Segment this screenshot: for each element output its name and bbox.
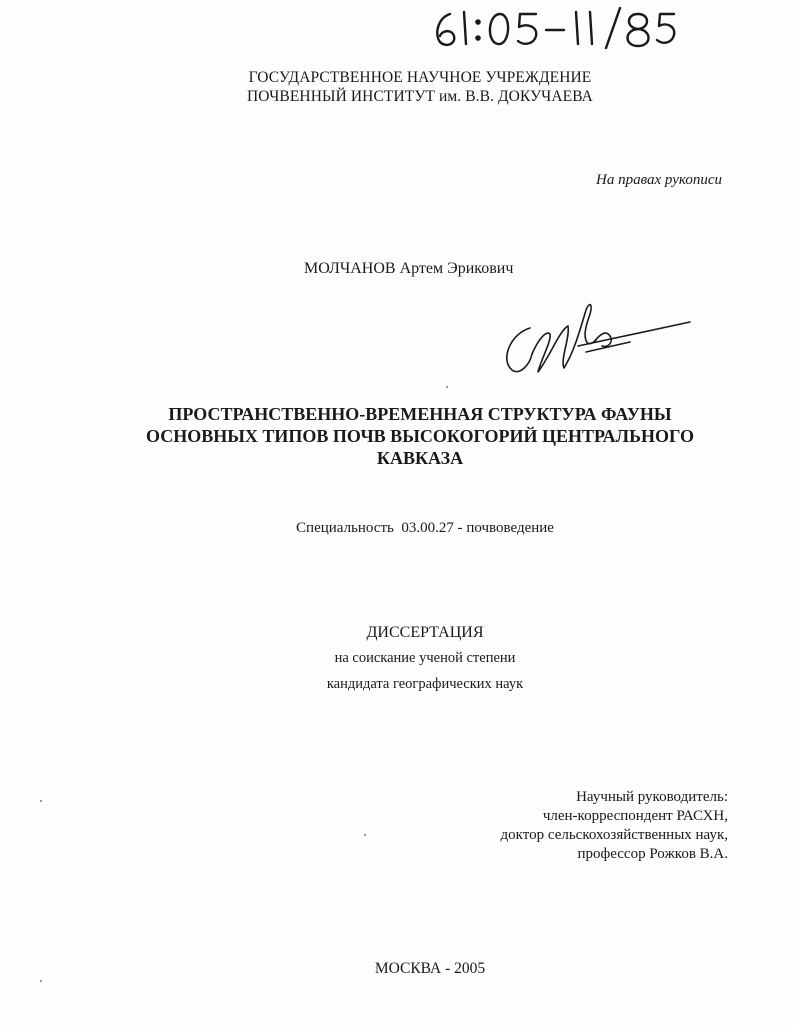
dissertation-title [100, 403, 740, 469]
scan-speck [40, 980, 42, 982]
supervisor-line-1: Научный руководитель: [576, 789, 728, 805]
document-type: ДИССЕРТАЦИЯ [366, 624, 484, 641]
scan-speck [364, 834, 366, 836]
supervisor-block [501, 788, 728, 864]
title-line-1: ПРОСТРАНСТВЕННО-ВРЕМЕННАЯ СТРУКТУРА ФАУНЫ [168, 404, 672, 424]
signature-drawing [490, 290, 710, 380]
supervisor-line-2: член-корреспондент РАСХН, [542, 808, 728, 824]
degree-line-1: на соискание ученой степени [334, 650, 516, 666]
institution-line-1: ГОСУДАРСТВЕННОЕ НАУЧНОЕ УЧРЕЖДЕНИЕ [248, 69, 592, 86]
handwritten-archive-number-drawing [420, 4, 680, 54]
signature [490, 290, 710, 380]
degree-line-2: кандидата географических наук [326, 676, 524, 692]
scan-speck [446, 386, 448, 388]
rights-note: На правах рукописи [596, 172, 722, 188]
supervisor-line-4: профессор Рожков В.А. [577, 846, 728, 862]
specialty-line: Специальность 03.00.27 - почвоведение [296, 520, 554, 536]
author-name: МОЛЧАНОВ Артем Эрикович [304, 260, 514, 277]
supervisor-line-3: доктор сельскохозяйственных наук, [500, 827, 728, 843]
institution-line-2: ПОЧВЕННЫЙ ИНСТИТУТ им. В.В. ДОКУЧАЕВА [247, 88, 593, 105]
title-line-2: ОСНОВНЫХ ТИПОВ ПОЧВ ВЫСОКОГОРИЙ ЦЕНТРАЛЬНОГО [146, 426, 694, 446]
city-year: МОСКВА - 2005 [374, 960, 486, 977]
institution-header [160, 68, 680, 106]
scan-speck [40, 800, 42, 802]
title-line-3: КАВКАЗА [376, 448, 464, 468]
handwritten-archive-number [420, 4, 680, 54]
